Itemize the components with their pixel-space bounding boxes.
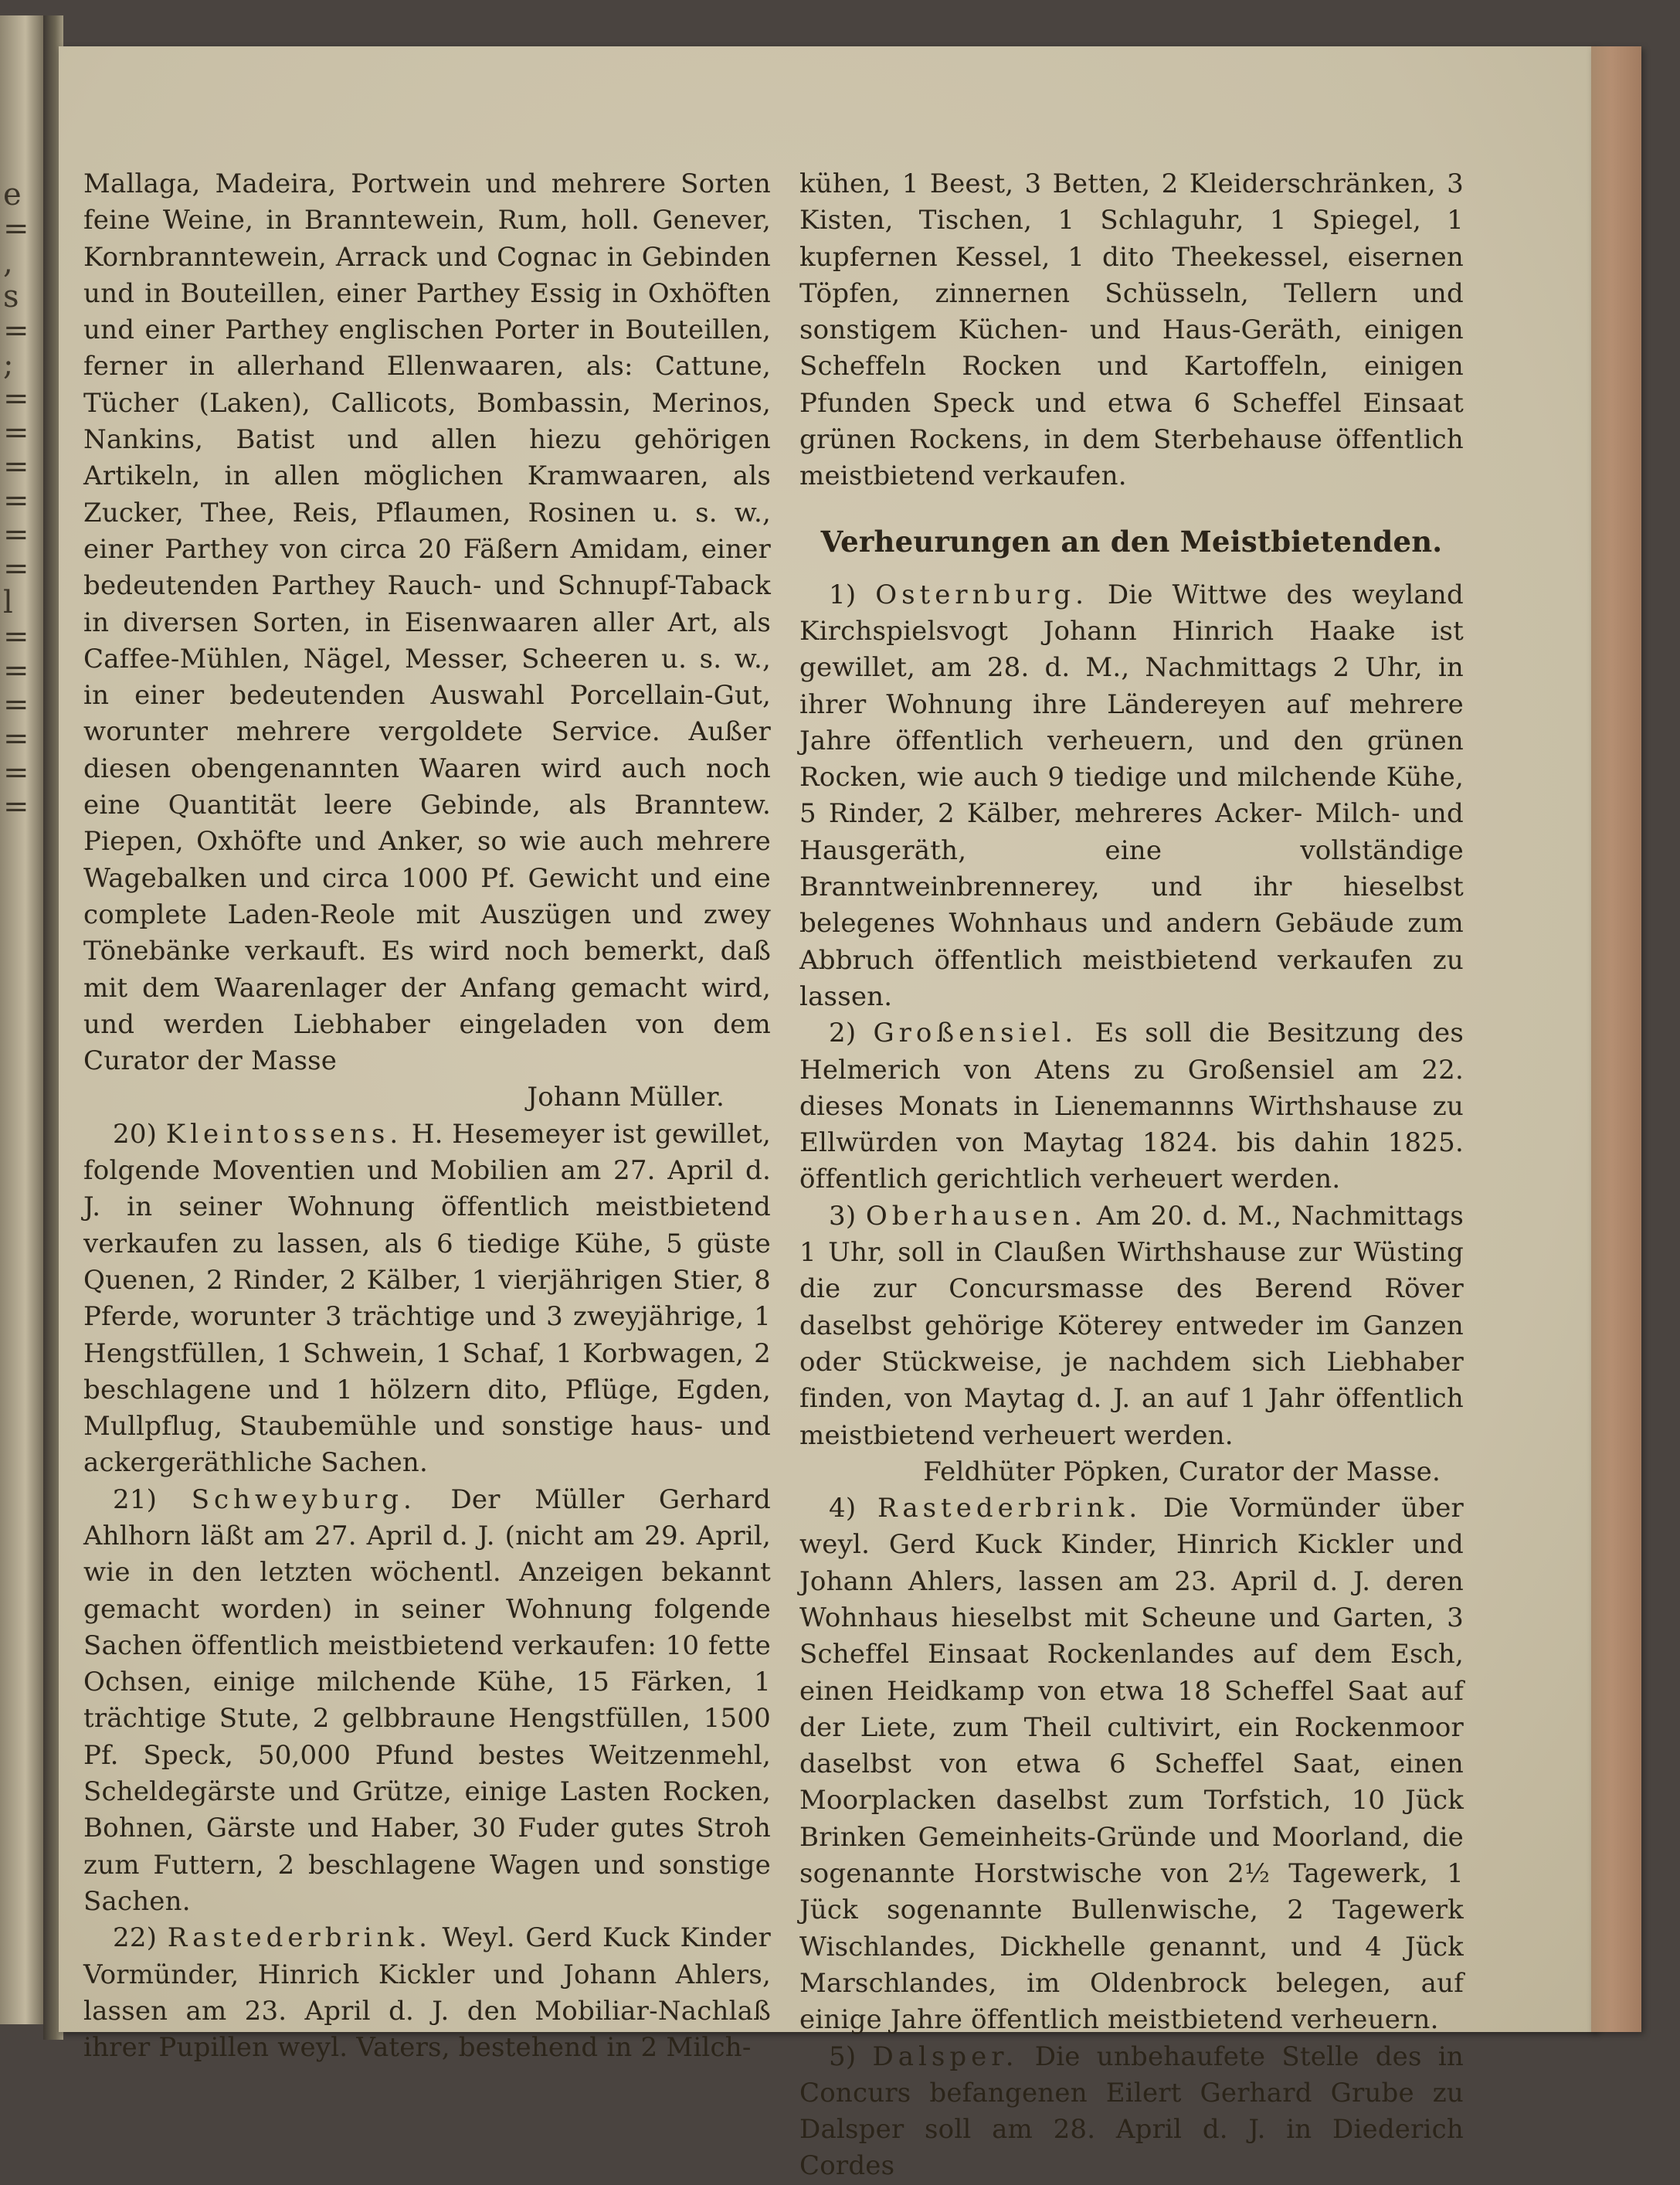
notice-place: Oberhausen. [865,1200,1088,1232]
lease-notice-5 [799,2039,1464,2185]
notice-text: Am 20. d. M., Nachmittags 1 Uhr, soll in Claußen Wirthshause zur Wüsting die zur Concursmasse des Berend Röver daselbst gehörige Köterey entweder im Ganzen oder Stückweise, je nachdem sich Liebhaber finden, von Maytag d. J. an auf 1 Jahr öffentlich meistbietend verheuert werden. [799,1200,1464,1451]
right-column [799,166,1464,2185]
notice-place: Dalsper. [872,2041,1019,2072]
notice-number: 4) [829,1493,857,1524]
lease-notice-4 [799,1490,1464,2038]
field-guard-signature: Feldhüter Pöpken, Curator der Masse. [923,1456,1441,1487]
lease-notice-2 [799,1015,1464,1198]
previous-page-margin-marks: e = , s = ; = = = = = = l = = = = = = [3,177,29,824]
notice-number: 3) [829,1200,857,1232]
notice-number: 5) [829,2041,857,2072]
notice-22 [83,1920,771,2066]
left-column [83,166,771,2066]
notice-text: Die Vormünder über weyl. Gerd Kuck Kinder, Hinrich Kickler und Johann Ahlers, lassen am 23. April d. J. deren Wohnhaus hieselbst mit Scheune und Garten, 3 Scheffel Einsaat Rockenlandes auf dem Esch, einen Heidkamp von etwa 18 Scheffel Saat auf der Liete, zum Theil cultivirt, ein Rockenmoor daselbst von etwa 6 Scheffel Saat, einen Moorplacken daselbst zum Torfstich, 10 Jück Brinken Gemeinheits-Gründe und Moorland, die sogenannte Horstwische von 2½ Tagewerk, 1 Jück sogenannte Bullenwische, 2 Tagewerk Wischlandes, Dickhelle genannt, und 4 Jück Marschlandes, im Oldenbrock belegen, auf einige Jahre öffentlich meistbietend verheuern. [799,1493,1464,2036]
previous-page-edge [0,15,46,2024]
notice-number: 20) [113,1118,158,1150]
notice-21 [83,1482,771,1921]
notice-20 [83,1116,771,1482]
notice-number: 21) [113,1483,158,1515]
notice-place: Großensiel. [873,1018,1078,1049]
notice-22-continuation: kühen, 1 Beest, 3 Betten, 2 Kleiderschränken, 3 Kisten, Tischen, 1 Schlaguhr, 1 Spiegel, 1 kupfernen Kessel, 1 dito Theekessel, eisernen Töpfen, zinnernen Schüsseln, Tellern und sonstigem Küchen- und Haus-Geräth, einigen Scheffeln Rocken und Kartoffeln, einigen Pfunden Speck und etwa 6 Scheffel Einsaat grünen Rockens, in dem Sterbehause öffentlich meistbietend verkaufen. [799,168,1464,492]
lease-notice-3 [799,1198,1464,1454]
notice-text: Die Wittwe des weyland Kirchspielsvogt Johann Hinrich Haake ist gewillet, am 28. d. M., Nachmittags 2 Uhr, in ihrer Wohnung ihre Ländereyen auf mehrere Jahre öffentlich verheuern, und den grünen Rocken, wie auch 9 tiedige und milchende Kühe, 5 Rinder, 2 Kälber, mehreres Acker- Milch- und Hausgeräth, eine vollständige Branntweinbrennerey, und ihr hieselbst belegenes Wohnhaus und andern Gebäude zum Abbruch öffentlich meistbietend verkaufen zu lassen. [799,579,1464,1012]
notice-place: Kleintossens. [165,1118,403,1150]
page-fore-edge [1591,46,1641,2032]
notice-number: 2) [829,1018,857,1049]
notice-text: Es soll die Besitzung des Helmerich von Atens zu Großensiel am 22. dieses Monats in Lienemannns Wirthshause zu Ellwürden von Maytag 1824. bis dahin 1825. öffentlich gerichtlich verheuert werden. [799,1018,1464,1195]
notice-number: 22) [113,1922,158,1954]
merchandise-list-paragraph: Mallaga, Madeira, Portwein und mehrere Sorten feine Weine, in Branntewein, Rum, holl. Genever, Kornbranntewein, Arrack und Cognac in Gebinden und in Bouteillen, einer Parthey Essig in Oxhöften und einer Parthey englischen Porter in Bouteillen, ferner in allerhand Ellenwaaren, als: Cattune, Tücher (Laken), Callicots, Bombassin, Merinos, Nankins, Batist und allen hiezu gehörigen Artikeln, in allen möglichen Kramwaaren, als Zucker, Thee, Reis, Pflaumen, Rosinen u. s. w., einer Parthey von circa 20 Fäßern Amidam, einer bedeutenden Parthey Rauch- und Schnupf-Taback in diversen Sorten, in Eisenwaaren aller Art, als Caffee-Mühlen, Nägel, Messer, Scheeren u. s. w., in einer bedeutenden Auswahl Porcellain-Gut, worunter mehrere vergoldete Service. Außer diesen obengenannten Waaren wird auch noch eine Quantität leere Gebinde, als Branntew. Piepen, Oxhöfte und Anker, so wie auch mehrere Wagebalken und circa 1000 Pf. Gewicht und eine complete Laden-Reole mit Auszügen und zwey Tönebänke verkauft. Es wird noch bemerkt, daß mit dem Waarenlager der Anfang gemacht wird, und werden Liebhaber eingeladen von dem Curator der Masse [83,168,771,1077]
section-heading: Verheurungen an den Meistbietenden. [820,524,1443,559]
notice-place: Osternburg. [875,579,1088,610]
notice-place: Schweyburg. [191,1483,416,1515]
notice-number: 1) [829,579,857,610]
notice-place: Rastederbrink. [877,1493,1142,1524]
notice-text: H. Hesemeyer ist gewillet, folgende Moventien und Mobilien am 27. April d. J. in seiner Wohnung öffentlich meistbietend verkaufen zu lassen, als 6 tiedige Kühe, 5 güste Quenen, 2 Rinder, 2 Kälber, 1 vierjährigen Stier, 8 Pferde, worunter 3 trächtige und 3 zweyjährige, 1 Hengstfüllen, 1 Schwein, 1 Schaf, 1 Korbwagen, 2 beschlagene und 1 hölzern dito, Pflüge, Egden, Mullpflug, Staubemühle und sonstige haus- und ackergeräthliche Sachen. [83,1118,772,1479]
notice-text: Weyl. Gerd Kuck Kinder Vormünder, Hinrich Kickler und Johann Ahlers, lassen am 23. April d. J. den Mobiliar-Nachlaß ihrer Pupillen weyl. Vaters, bestehend in 2 Milch- [83,1922,772,2064]
curator-signature: Johann Müller. [527,1082,725,1113]
lease-notice-1 [799,577,1464,1016]
notice-place: Rastederbrink. [167,1922,432,1954]
notice-text: Der Müller Gerhard Ahlhorn läßt am 27. April d. J. (nicht am 29. April, wie in den letzten wöchentl. Anzeigen bekannt gemacht worden) in seiner Wohnung folgende Sachen öffentlich meistbietend verkaufen: 10 fette Ochsen, einige milchende Kühe, 15 Färken, 1 trächtige Stute, 2 gelbbraune Hengstfüllen, 1500 Pf. Speck, 50,000 Pfund bestes Weitzenmehl, Scheldegärste und Grütze, einige Lasten Rocken, Bohnen, Gärste und Haber, 30 Fuder gutes Stroh zum Futtern, 2 beschlagene Wagen und sonstige Sachen. [83,1483,771,1917]
notice-text: Die unbehaufete Stelle des in Concurs befangenen Eilert Gerhard Grube zu Dalsper soll am 28. April d. J. in Diederich Cordes [799,2041,1464,2182]
